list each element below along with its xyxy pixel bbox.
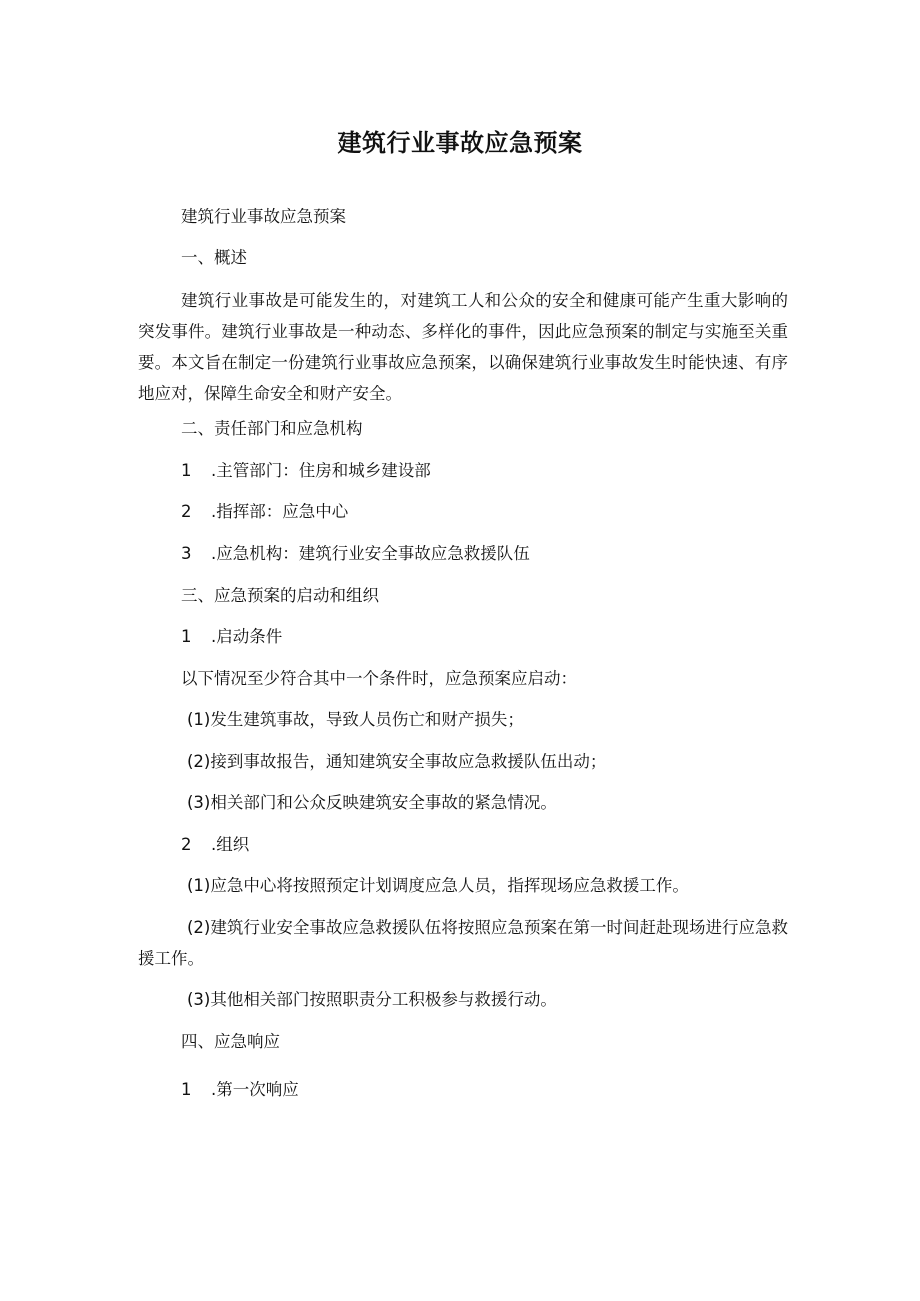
condition-item: (3)相关部门和公众反映建筑安全事故的紧急情况。 — [187, 793, 557, 812]
list-item-number: 2 — [181, 502, 192, 521]
list-item — [181, 543, 530, 565]
condition-item: (1)发生建筑事故，导致人员伤亡和财产损失； — [187, 710, 524, 729]
list-item — [181, 460, 431, 482]
list-item-number: 3 — [181, 544, 192, 563]
document-subtitle: 建筑行业事故应急预案 — [181, 207, 346, 226]
subsection-heading-organization — [181, 834, 249, 856]
organization-item: (3)其他相关部门按照职责分工积极参与救援行动。 — [187, 990, 557, 1009]
subsection-number: 2 — [181, 835, 192, 854]
list-item — [181, 501, 348, 523]
condition-item: (2)接到事故报告，通知建筑安全事故应急救援队伍出动； — [187, 752, 607, 771]
subsection-text: .第一次响应 — [211, 1080, 299, 1099]
subsection-text: .启动条件 — [211, 627, 283, 646]
section-heading-overview: 一、概述 — [181, 248, 247, 267]
organization-item: (2)建筑行业安全事故应急救援队伍将按照应急预案在第一时间赶赴现场进行应急救援工作。 — [138, 918, 788, 968]
list-item-text: .应急机构：建筑行业安全事故应急救援队伍 — [211, 544, 530, 563]
subsection-heading-conditions — [181, 626, 282, 648]
subsection-number: 1 — [181, 627, 192, 646]
list-item-text: .指挥部：应急中心 — [211, 502, 349, 521]
subsection-number: 1 — [181, 1080, 192, 1099]
organization-item: (1)应急中心将按照预定计划调度应急人员，指挥现场应急救援工作。 — [187, 876, 689, 895]
section-heading-activation: 三、应急预案的启动和组织 — [181, 586, 379, 605]
section-heading-responsibility: 二、责任部门和应急机构 — [181, 419, 363, 438]
document-title: 建筑行业事故应急预案 — [337, 129, 583, 157]
subsection-text: .组织 — [211, 835, 250, 854]
subsection-heading-first-response — [181, 1079, 299, 1101]
overview-paragraph: 建筑行业事故是可能发生的，对建筑工人和公众的安全和健康可能产生重大影响的突发事件。建筑行业事故是一种动态、多样化的事件，因此应急预案的制定与实施至关重要。本文旨在制定一份建筑行业事故应急预案，以确保建筑行业事故发生时能快速、有序地应对，保障生命安全和财产安全。 — [138, 291, 788, 403]
conditions-intro: 以下情况至少符合其中一个条件时，应急预案应启动： — [181, 669, 577, 688]
list-item-number: 1 — [181, 461, 192, 480]
list-item-text: .主管部门：住房和城乡建设部 — [211, 461, 431, 480]
section-heading-response: 四、应急响应 — [181, 1032, 280, 1051]
